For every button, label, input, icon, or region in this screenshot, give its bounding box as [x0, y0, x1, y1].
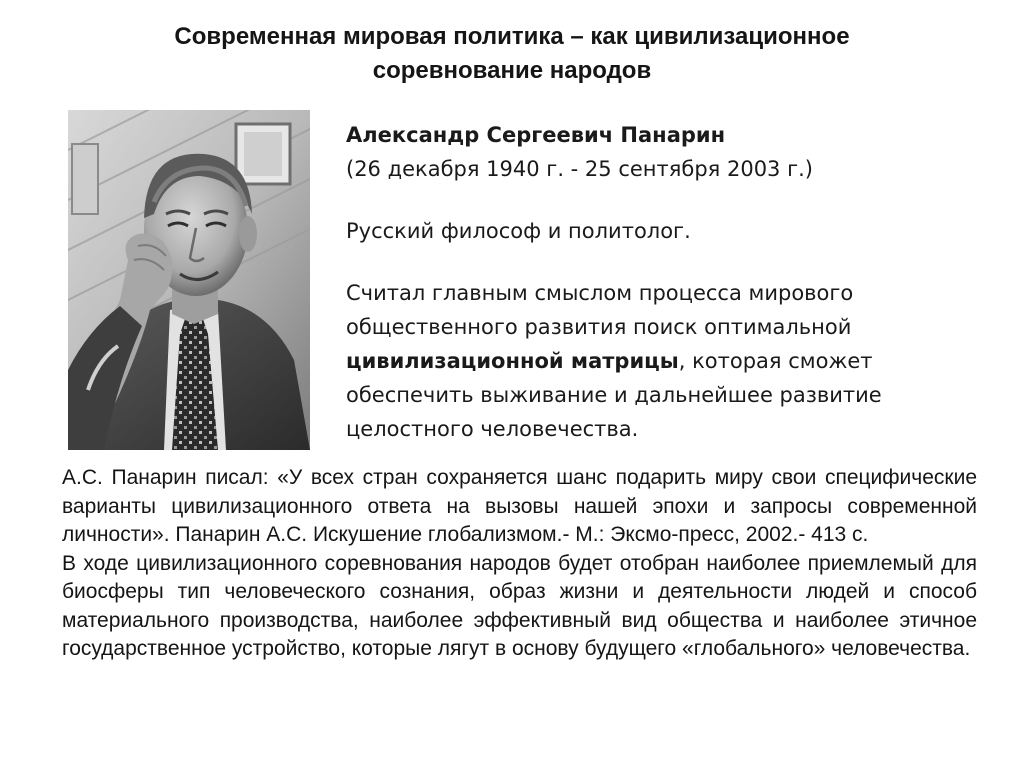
conclusion-paragraph: В ходе цивилизационного соревнования народов будет отобран наиболее приемлемый для биосферы тип человеческого сознания, образ жизни и деятельности людей и способ материального производства, наиболее эффективный вид общества и наиболее этичное государственное устройство, которые лягут в основу будущего «глобального» человечества.	[62, 551, 977, 660]
quote-block	[62, 464, 977, 664]
quote-paragraph: А.С. Панарин писал: «У всех стран сохраняется шанс подарить миру свои специфические варианты цивилизационного ответа на вызовы нашей эпохи и запросы современной личности». Панарин А.С. Искушение глобализмом.- М.: Эксмо-пресс, 2002.- 413 с.	[62, 466, 977, 546]
portrait-photo	[68, 110, 310, 450]
main-idea-text-start: Считал главным смыслом процесса мирового общественного развития поиск оптимальной	[346, 281, 854, 339]
main-idea-emphasis: цивилизационной матрицы	[346, 349, 679, 373]
slide-title-line-2: соревнование народов	[372, 57, 652, 84]
main-idea-text-end: , которая сможет обеспечить выживание и дальнейшее развитие целостного человечества.	[346, 349, 882, 441]
main-idea	[346, 276, 966, 446]
person-role: Русский философ и политолог.	[346, 219, 691, 243]
slide-title-line-1: Современная мировая политика – как цивилизационное	[174, 23, 850, 50]
person-name: Александр Сергеевич Панарин	[346, 123, 726, 147]
slide-title	[60, 20, 964, 88]
portrait-illustration	[68, 110, 310, 450]
life-dates: (26 декабря 1940 г. - 25 сентября 2003 г.)	[346, 157, 813, 181]
biography	[346, 118, 966, 446]
